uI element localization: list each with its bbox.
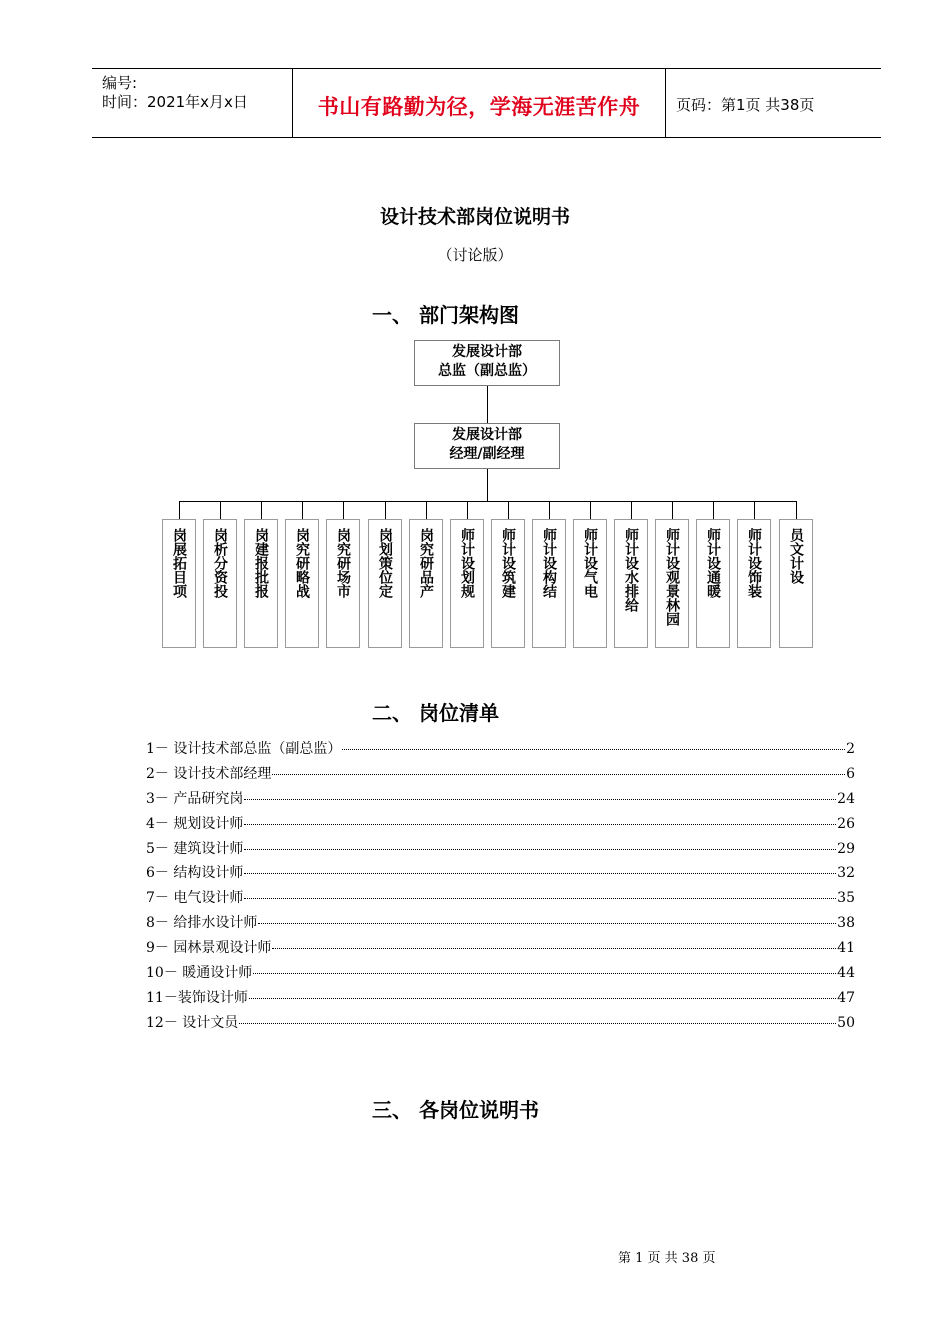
- toc-row[interactable]: [146, 838, 855, 863]
- org-box-position-label: 师计设筑建: [500, 528, 516, 598]
- toc-entry-page: 29: [837, 840, 855, 857]
- org-box-position-label: 师计设构结: [541, 528, 557, 598]
- toc-entry-page: 47: [837, 989, 855, 1006]
- org-box-position-label: 员文计设: [788, 528, 804, 584]
- toc-entry-page: 2: [846, 741, 855, 757]
- org-box-position: [491, 519, 525, 648]
- org-connector-position: [467, 501, 468, 519]
- org-box-position: [162, 519, 196, 648]
- org-connector-position: [590, 501, 591, 519]
- org-connector-position: [343, 501, 344, 519]
- org-box-position: [203, 519, 237, 648]
- toc-entry-title: 9－ 园林景观设计师: [146, 940, 272, 957]
- org-box-director-line1: 发展设计部: [452, 344, 522, 360]
- toc-leader-dots: [239, 1023, 836, 1024]
- org-box-position: [450, 519, 484, 648]
- org-box-position: [244, 519, 278, 648]
- org-box-position-label: 岗究研略战: [294, 528, 310, 598]
- toc-row[interactable]: [146, 937, 855, 962]
- header-page-info: 页码：第1页 共38页: [676, 96, 815, 114]
- org-box-position: [614, 519, 648, 648]
- motto-text: 书山有路勤为径，学海无涯苦作舟: [317, 95, 641, 119]
- org-box-position-label: 岗划策位定: [377, 528, 393, 598]
- toc-row[interactable]: [146, 1012, 855, 1037]
- document-subtitle: （讨论版）: [437, 246, 513, 264]
- page-header: [92, 68, 881, 138]
- toc-row[interactable]: [146, 987, 855, 1012]
- toc-entry-page: 24: [837, 790, 855, 807]
- section-heading-descriptions: 三、 各岗位说明书: [372, 1098, 539, 1122]
- toc-leader-dots: [342, 749, 845, 750]
- org-connector-position: [508, 501, 509, 519]
- header-motto-cell: [292, 69, 666, 137]
- org-connector-position: [426, 501, 427, 519]
- toc-row[interactable]: [146, 788, 855, 813]
- org-box-position: [696, 519, 730, 648]
- org-box-position-label: 师计设划规: [459, 528, 475, 598]
- org-connector-position: [261, 501, 262, 519]
- toc-row[interactable]: [146, 887, 855, 912]
- org-box-director-line2: 总监（副总监）: [438, 363, 536, 379]
- toc-entry-page: 44: [837, 965, 855, 982]
- org-box-position-label: 师计设气电: [582, 528, 598, 598]
- toc-entry-page: 26: [837, 815, 855, 832]
- org-connector-position: [385, 501, 386, 519]
- toc-row[interactable]: [146, 738, 855, 763]
- toc-entry-page: 35: [837, 890, 855, 907]
- org-box-manager-line2: 经理/副经理: [449, 446, 525, 462]
- toc-leader-dots: [244, 799, 836, 800]
- toc-entry-page: 50: [837, 1014, 855, 1031]
- toc-entry-page: 6: [846, 765, 855, 782]
- org-connector-position: [796, 501, 797, 519]
- toc-entry-title: 3－ 产品研究岗: [146, 790, 244, 807]
- toc-row[interactable]: [146, 962, 855, 987]
- toc-entry-title: 6－ 结构设计师: [146, 865, 244, 882]
- toc-leader-dots: [244, 873, 836, 874]
- toc-leader-dots: [249, 998, 836, 999]
- org-box-position-label: 师计设通暖: [705, 528, 721, 598]
- org-box-position: [368, 519, 402, 648]
- section-heading-position-list: 二、 岗位清单: [372, 701, 499, 725]
- org-box-position: [285, 519, 319, 648]
- toc-entry-title: 8－ 给排水设计师: [146, 915, 258, 932]
- toc-entry-page: 38: [837, 915, 855, 932]
- toc-leader-dots: [244, 849, 836, 850]
- org-connector-position: [549, 501, 550, 519]
- header-page-cell: [666, 69, 881, 137]
- toc-entry-title: 1－ 设计技术部总监（副总监）: [146, 741, 342, 757]
- toc-row[interactable]: [146, 862, 855, 887]
- toc-leader-dots: [244, 898, 836, 899]
- org-connector-director-manager: [487, 386, 488, 423]
- toc-leader-dots: [258, 923, 836, 924]
- org-box-position: [409, 519, 443, 648]
- org-box-position: [532, 519, 566, 648]
- org-box-position-label: 岗析分资投: [212, 528, 228, 598]
- toc-entry-title: 5－ 建筑设计师: [146, 840, 244, 857]
- org-box-position: [737, 519, 771, 648]
- toc-entry-title: 4－ 规划设计师: [146, 815, 244, 832]
- toc-leader-dots: [244, 824, 836, 825]
- time-label: 时间：2021年x月x日: [102, 93, 248, 111]
- org-box-position: [326, 519, 360, 648]
- org-box-position-label: 岗究研品产: [418, 528, 434, 598]
- org-box-position-label: 岗究研场市: [335, 528, 351, 598]
- toc-entry-title: 11－装饰设计师: [146, 989, 248, 1006]
- org-connector-position: [220, 501, 221, 519]
- org-connector-position: [302, 501, 303, 519]
- org-connector-bus: [179, 501, 796, 502]
- org-connector-position: [179, 501, 180, 519]
- toc-leader-dots: [272, 774, 845, 775]
- org-box-position: [779, 519, 813, 648]
- toc-entry-page: 32: [837, 865, 855, 882]
- org-connector-position: [672, 501, 673, 519]
- toc-leader-dots: [272, 948, 836, 949]
- toc-entry-title: 2－ 设计技术部经理: [146, 765, 272, 782]
- org-box-position-label: 师计设观景林园: [664, 528, 680, 626]
- toc-leader-dots: [253, 973, 836, 974]
- toc-entry-page: 41: [837, 940, 855, 957]
- org-box-position-label: 师计设饰装: [746, 528, 762, 598]
- header-info-cell: [92, 69, 292, 137]
- org-box-position-label: 岗建报批报: [253, 528, 269, 598]
- toc-list: [146, 738, 855, 1037]
- toc-row[interactable]: [146, 813, 855, 838]
- page-footer: 第 1 页 共 38 页: [618, 1251, 716, 1266]
- toc-entry-title: 12－ 设计文员: [146, 1014, 239, 1031]
- section-heading-org-chart: 一、 部门架构图: [372, 303, 519, 327]
- serial-label: 编号:: [102, 74, 138, 92]
- org-box-manager: [414, 423, 560, 469]
- toc-row[interactable]: [146, 912, 855, 937]
- org-box-position: [655, 519, 689, 648]
- org-box-position-label: 岗展拓目项: [171, 528, 187, 598]
- toc-entry-title: 7－ 电气设计师: [146, 890, 244, 907]
- org-connector-manager-bus: [487, 469, 488, 501]
- org-connector-position: [631, 501, 632, 519]
- org-box-director: [414, 340, 560, 386]
- toc-entry-title: 10－ 暖通设计师: [146, 965, 253, 982]
- org-box-position: [573, 519, 607, 648]
- org-box-manager-line1: 发展设计部: [452, 427, 522, 443]
- org-connector-position: [713, 501, 714, 519]
- org-connector-position: [754, 501, 755, 519]
- document-title: 设计技术部岗位说明书: [379, 206, 570, 228]
- org-box-position-label: 师计设水排给: [623, 528, 639, 612]
- toc-row[interactable]: [146, 763, 855, 788]
